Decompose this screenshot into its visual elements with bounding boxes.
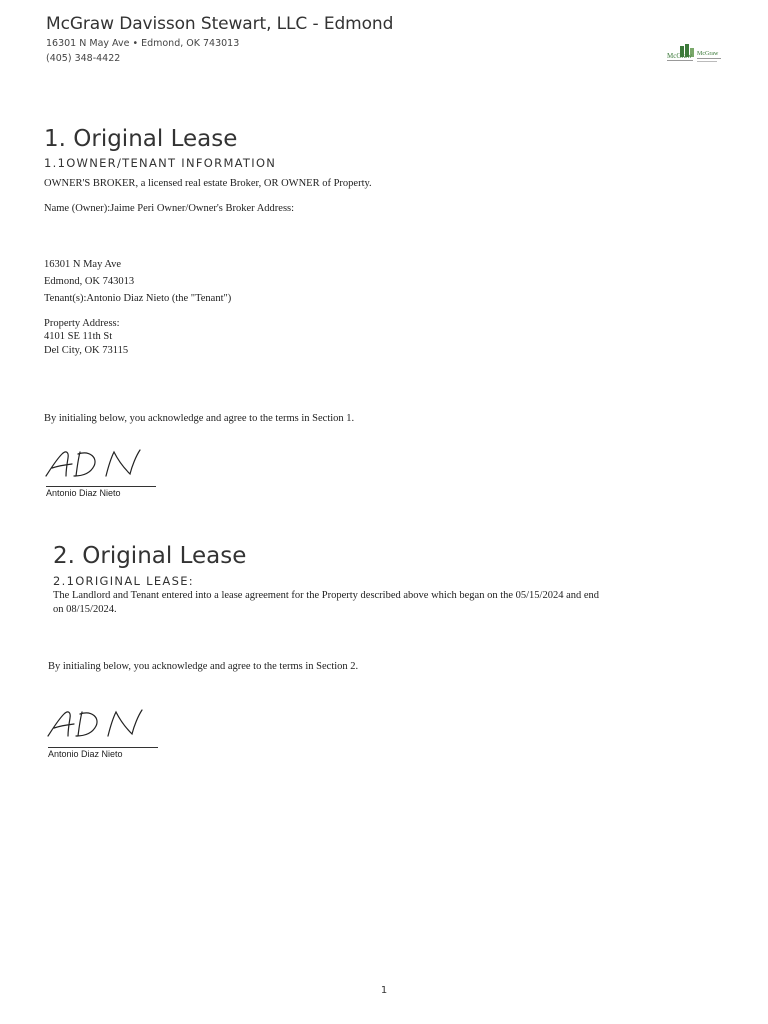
section-2-signature-line	[48, 747, 158, 748]
section-1-heading: 1. Original Lease	[44, 126, 238, 152]
lease-terms-line-1: The Landlord and Tenant entered into a lease agreement for the Property described above which began on the 05/15/2024 and end	[53, 590, 600, 601]
owner-city: Edmond, OK 743013	[44, 276, 135, 287]
owner-street: 16301 N May Ave	[44, 259, 122, 270]
broker-statement: OWNER'S BROKER, a licensed real estate Broker, OR OWNER of Property.	[44, 178, 372, 189]
section-2-initial-text: By initialing below, you acknowledge and agree to the terms in Section 2.	[48, 661, 359, 672]
owner-name-line: Name (Owner):Jaime Peri Owner/Owner's Broker Address:	[44, 203, 295, 214]
section-2-signer-name: Antonio Diaz Nieto	[48, 749, 123, 759]
section-1-signature	[44, 446, 154, 486]
section-1-signer-name: Antonio Diaz Nieto	[46, 488, 121, 498]
section-2-heading: 2. Original Lease	[53, 543, 247, 569]
section-2-signature	[46, 706, 156, 746]
property-city: Del City, OK 73115	[44, 345, 129, 356]
page-number: 1	[380, 985, 388, 996]
lease-terms-line-2: on 08/15/2024.	[53, 604, 117, 615]
property-label: Property Address:	[44, 318, 120, 329]
property-street: 4101 SE 11th St	[44, 331, 113, 342]
svg-text:McGraw: McGraw	[667, 52, 692, 60]
initials-signature-image	[46, 706, 156, 746]
section-1-initial-text: By initialing below, you acknowledge and agree to the terms in Section 1.	[44, 413, 355, 424]
company-address: 16301 N May Ave • Edmond, OK 743013	[46, 38, 240, 49]
tenant-line: Tenant(s):Antonio Diaz Nieto (the "Tenant")	[44, 293, 232, 304]
company-name: McGraw Davisson Stewart, LLC - Edmond	[46, 14, 394, 34]
section-1-subheading: 1.1OWNER/TENANT INFORMATION	[44, 156, 277, 170]
company-logo	[666, 44, 724, 66]
section-1-signature-line	[46, 486, 156, 487]
company-phone: (405) 348-4422	[46, 53, 121, 64]
section-2-subheading: 2.1ORIGINAL LEASE:	[53, 574, 194, 588]
initials-signature-image	[44, 446, 154, 486]
svg-text:McGraw: McGraw	[697, 51, 719, 57]
